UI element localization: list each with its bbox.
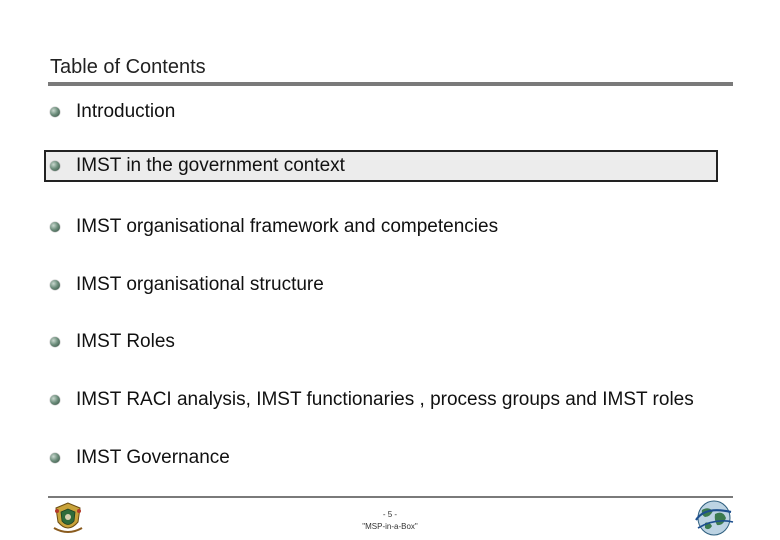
bullet-icon xyxy=(50,453,60,463)
bullet-icon xyxy=(50,395,60,405)
toc-item-label: IMST RACI analysis, IMST functionaries , process groups and IMST roles xyxy=(76,389,694,410)
toc-item-label: IMST Roles xyxy=(76,331,175,352)
bullet-icon xyxy=(50,161,60,171)
page-number: - 5 - xyxy=(382,510,398,519)
toc-item-label: IMST organisational structure xyxy=(76,274,324,295)
bullet-icon xyxy=(50,280,60,290)
toc-item-label: IMST organisational framework and competencies xyxy=(76,216,499,237)
toc-item-raci[interactable] xyxy=(44,384,718,416)
title-divider xyxy=(48,82,733,86)
coat-of-arms-icon xyxy=(50,500,86,536)
footer-divider xyxy=(48,496,733,498)
toc-item-framework[interactable] xyxy=(44,211,718,243)
toc-item-label: Introduction xyxy=(76,101,176,122)
toc-item-introduction[interactable] xyxy=(44,96,718,128)
toc-item-governance[interactable] xyxy=(44,442,718,474)
bullet-icon xyxy=(50,222,60,232)
bullet-icon xyxy=(50,107,60,117)
page-title: Table of Contents xyxy=(50,56,206,78)
footer-tagline: "MSP-in-a-Box" xyxy=(362,522,418,531)
toc-item-roles[interactable] xyxy=(44,326,718,358)
toc-item-government-context[interactable] xyxy=(44,150,718,182)
toc-item-structure[interactable] xyxy=(44,269,718,301)
bullet-icon xyxy=(50,337,60,347)
toc-item-label: IMST Governance xyxy=(76,447,230,468)
globe-logo-icon xyxy=(693,498,735,538)
toc-item-label: IMST in the government context xyxy=(76,155,345,176)
